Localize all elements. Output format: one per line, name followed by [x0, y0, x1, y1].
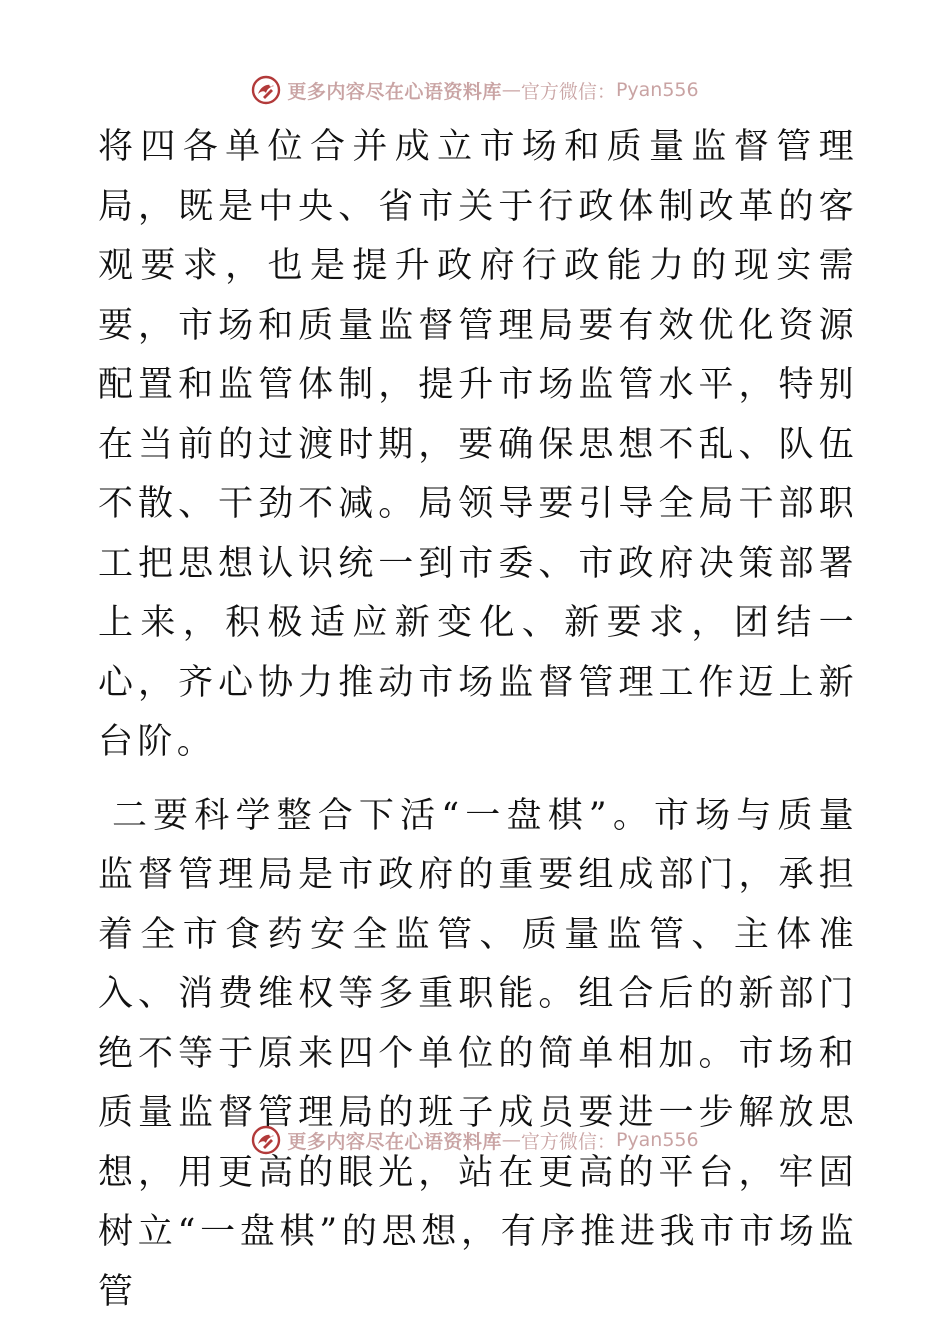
paragraph-1: 将四各单位合并成立市场和质量监督管理局，既是中央、省市关于行政体制改革的客观要求，也是提升政府行政能力的现实需要，市场和质量监督管理局要有效优化资源配置和监管体制，提升市场监管水平，特别在当前的过渡时期，要确保思想不乱、队伍不散、干劲不减。局领导要引导全局干部职工把思想认识统一到市委、市政府决策部署上来，积极适应新变化、新要求，团结一心，齐心协力推动市场监督管理工作迈上新台阶。 — [98, 118, 858, 773]
paragraph-2: 二要科学整合下活“一盘棋”。市场与质量监督管理局是市政府的重要组成部门，承担着全市食药安全监管、质量监管、主体准入、消费维权等多重职能。组合后的新部门绝不等于原来四个单位的简单相加。市场和质量监督管理局的班子成员要进一步解放思想，用更高的眼光，站在更高的平台，牢固树立“一盘棋”的思想，有序推进我市市场监管 — [98, 787, 858, 1322]
watermark-dash: — — [502, 79, 521, 101]
watermark-official-label: 官方微信： — [521, 77, 616, 104]
watermark-dash: — — [502, 1129, 521, 1151]
watermark-account-id: Pyan556 — [616, 79, 699, 101]
dragon-seal-logo-icon — [251, 75, 281, 105]
watermark-text: 更多内容尽在心语资料库 — [287, 77, 502, 104]
footer-watermark — [0, 1122, 950, 1158]
dragon-seal-logo-icon — [251, 1125, 281, 1155]
header-watermark — [0, 72, 950, 108]
watermark-text: 更多内容尽在心语资料库 — [287, 1127, 502, 1154]
watermark-account-id: Pyan556 — [616, 1129, 699, 1151]
watermark-official-label: 官方微信： — [521, 1127, 616, 1154]
